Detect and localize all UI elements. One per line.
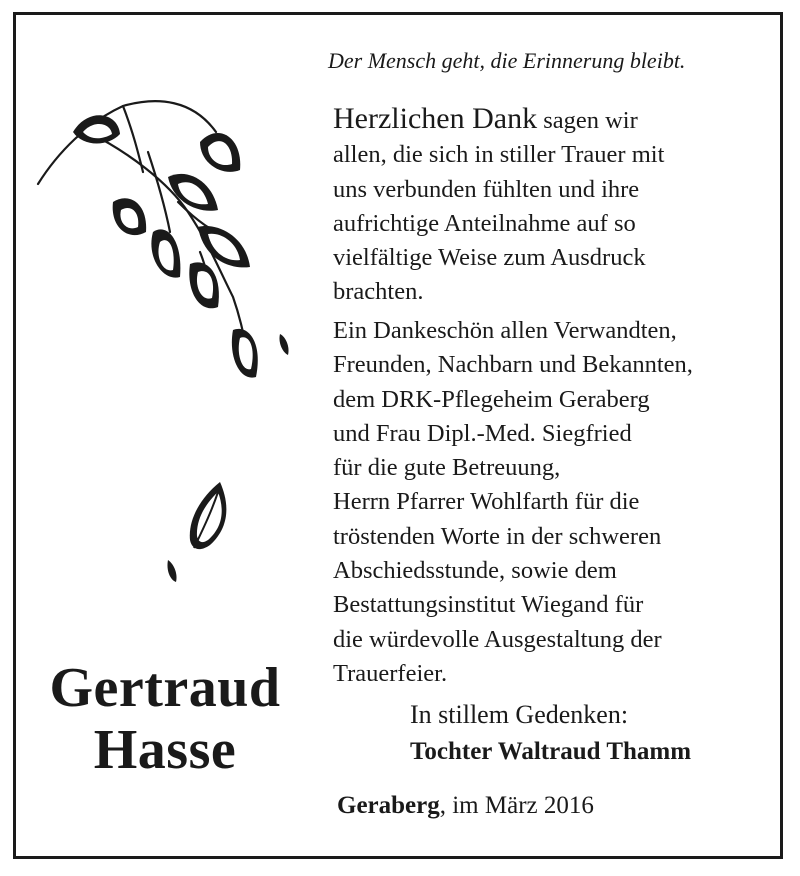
paragraph-line: dem DRK-Pflegeheim Geraberg xyxy=(333,385,650,413)
paragraph-line: Abschiedsstunde, sowie dem xyxy=(333,557,617,585)
paragraph-line: Ein Dankeschön allen Verwandten, xyxy=(333,317,677,344)
thanks-paragraph-1 xyxy=(333,102,773,310)
paragraph-line: tröstenden Worte in der schweren xyxy=(333,522,662,550)
paragraph-line: Bestattungsinstitut Wiegand für xyxy=(333,591,644,619)
paragraph-line: und Frau Dipl.-Med. Siegfried xyxy=(333,419,632,447)
falling-leaves-illustration xyxy=(150,470,240,590)
date-text: , im März 2016 xyxy=(439,792,594,819)
paragraph-line: vielfältige Weise zum Ausdruck xyxy=(333,244,646,272)
family-signature: Tochter Waltraud Thamm xyxy=(410,738,692,765)
paragraph-line: aufrichtige Anteilnahme auf so xyxy=(333,209,636,237)
paragraph-line: uns verbunden fühlten und ihre xyxy=(333,175,640,203)
paragraph-line: Herzlichen Dank sagen wir xyxy=(333,102,638,135)
paragraph-line: Trauerfeier. xyxy=(333,659,448,687)
thanks-heading: Herzlichen Dank xyxy=(333,102,538,135)
paragraph-line: Herrn Pfarrer Wohlfarth für die xyxy=(333,488,640,516)
paragraph-line: für die gute Betreuung, xyxy=(333,454,561,482)
paragraph-line: brachten. xyxy=(333,278,424,306)
thanks-paragraph-2 xyxy=(333,314,773,691)
deceased-last-name: Hasse xyxy=(93,719,237,781)
memoriam-line: In stillem Gedenken: xyxy=(410,700,629,729)
place-name: Geraberg xyxy=(337,792,440,819)
paragraph-line: die würdevolle Ausgestaltung der xyxy=(333,625,662,653)
motto: Der Mensch geht, die Erinnerung bleibt. xyxy=(328,48,686,73)
place-date-line xyxy=(337,792,594,820)
paragraph-line: Freunden, Nachbarn und Bekannten, xyxy=(333,351,693,379)
paragraph-line: allen, die sich in stiller Trauer mit xyxy=(333,141,665,169)
deceased-first-name: Gertraud xyxy=(49,657,281,719)
leaf-branch-illustration xyxy=(28,92,298,392)
